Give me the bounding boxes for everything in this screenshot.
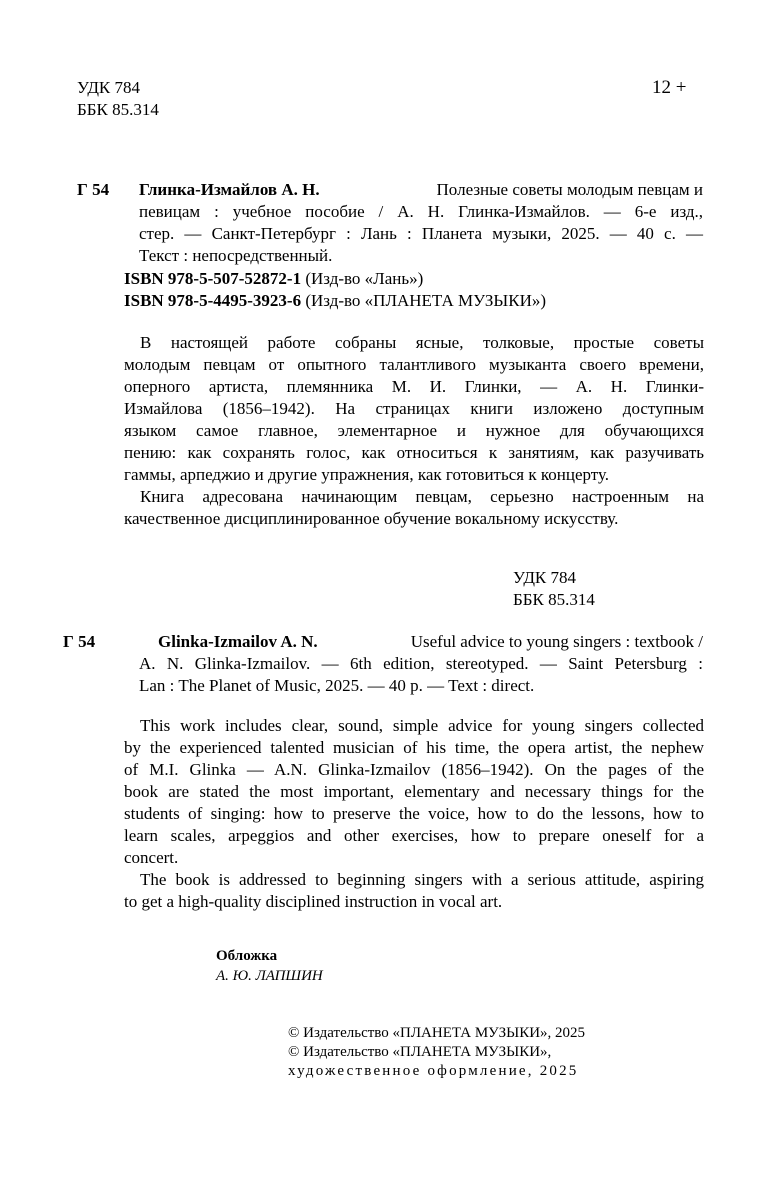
isbn-list: [124, 268, 546, 312]
ru-entry-text: [139, 179, 703, 267]
ru-entry-author: Глинка-Измайлов А. Н.: [139, 180, 320, 199]
en-abstract-line: concert.: [124, 848, 179, 867]
isbn-publisher: (Изд-во «Лань»): [305, 269, 424, 288]
isbn-item: [124, 290, 546, 312]
en-abstract: [124, 715, 704, 913]
bbk-code-mid: ББК 85.314: [513, 590, 595, 609]
udk-code-mid: УДК 784: [513, 568, 577, 587]
ru-entry-title-start: Полезные советы молодым певцам и: [436, 180, 703, 199]
en-abstract-line: to get a high-quality disciplined instruction in vocal art.: [124, 892, 503, 911]
en-abstract-line: book are stated the most important, elementary and necessary things for the: [124, 782, 704, 801]
en-abstract-line: students of singing: how to preserve the voice, how to do the lessons, how to: [124, 804, 704, 823]
ru-abstract-line: В настоящей работе собраны ясные, толковые, простые советы: [140, 333, 704, 352]
en-entry-text: [139, 631, 703, 697]
isbn-number: ISBN 978-5-507-52872-1: [124, 269, 302, 288]
en-abstract-line: This work includes clear, sound, simple advice for young singers collected: [140, 716, 704, 735]
en-abstract-line: by the experienced talented musician of his time, the opera artist, the nephew: [124, 738, 704, 757]
copyright-line: © Издательство «ПЛАНЕТА МУЗЫКИ», 2025: [288, 1025, 586, 1041]
cover-artist: А. Ю. ЛАПШИН: [216, 968, 323, 984]
ru-abstract-line: гаммы, арпеджио и другие упражнения, как готовиться к концерту.: [124, 465, 610, 484]
en-entry-author: Glinka-Izmailov A. N.: [158, 632, 318, 651]
cover-label: Обложка: [216, 948, 278, 964]
ru-abstract-line: молодым певцам от опытного талантливого музыканта своего времени,: [124, 355, 704, 374]
copyright-line: © Издательство «ПЛАНЕТА МУЗЫКИ»,: [288, 1044, 552, 1060]
bbk-code-top: ББК 85.314: [77, 100, 159, 119]
en-entry-line: A. N. Glinka-Izmailov. — 6th edition, stereotyped. — Saint Petersburg :: [139, 654, 703, 673]
ru-entry-code: Г 54: [77, 180, 110, 199]
en-abstract-line: learn scales, arpeggios and other exercises, how to prepare oneself for a: [124, 826, 704, 845]
isbn-publisher: (Изд-во «ПЛАНЕТА МУЗЫКИ»): [305, 291, 547, 310]
ru-abstract-line: Книга адресована начинающим певцам, серьезно настроенным на: [140, 487, 704, 506]
ru-abstract-line: языком самое главное, элементарное и нужное для обучающихся: [124, 421, 704, 440]
udk-code-top: УДК 784: [77, 78, 141, 97]
ru-entry-line: певицам : учебное пособие / А. Н. Глинка-Измайлов. — 6-е изд.,: [139, 202, 703, 221]
en-entry-code: Г 54: [63, 632, 96, 651]
ru-abstract-line: пению: как сохранять голос, как относиться к занятиям, как разучивать: [124, 443, 704, 462]
copyright-line: художественное оформление, 2025: [288, 1063, 579, 1079]
ru-entry-line: стер. — Санкт-Петербург : Лань : Планета музыки, 2025. — 40 с. —: [139, 224, 703, 243]
isbn-item: [124, 268, 546, 290]
isbn-number: ISBN 978-5-4495-3923-6: [124, 291, 302, 310]
en-entry-line: Lan : The Planet of Music, 2025. — 40 p. — Text : direct.: [139, 676, 535, 695]
ru-entry-line: Текст : непосредственный.: [139, 246, 333, 265]
ru-abstract-line: оперного артиста, племянника М. И. Глинки, — А. Н. Глинки-: [124, 377, 704, 396]
ru-abstract-line: Измайлова (1856–1942). На страницах книги изложено доступным: [124, 399, 704, 418]
ru-abstract-line: качественное дисциплинированное обучение вокальному искусству.: [124, 509, 619, 528]
copyright-block: [288, 1024, 585, 1081]
en-entry-title-start: Useful advice to young singers : textbook /: [410, 632, 703, 651]
en-abstract-line: The book is addressed to beginning singers with a serious attitude, aspiring: [140, 870, 704, 889]
en-abstract-line: of M.I. Glinka — A.N. Glinka-Izmailov (1856–1942). On the pages of the: [124, 760, 704, 779]
age-rating: 12 +: [652, 77, 687, 98]
ru-abstract: [124, 332, 704, 530]
